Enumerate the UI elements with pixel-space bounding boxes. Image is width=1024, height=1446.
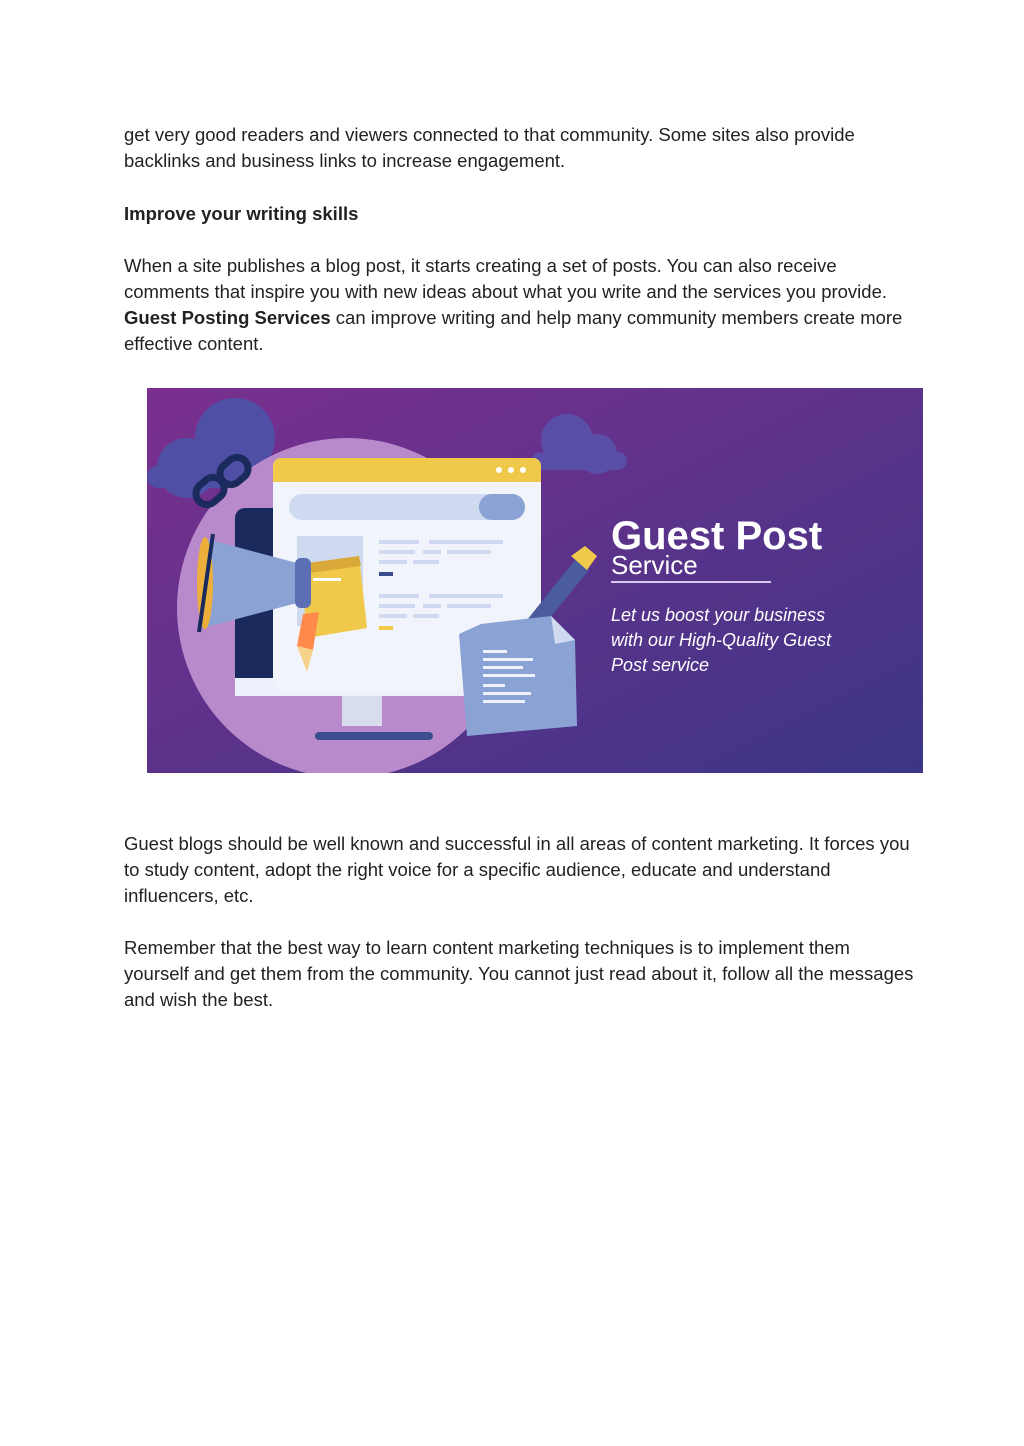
paragraph-1-start: When a site publishes a blog post, it starts creating a set of posts. You can also receive comments that inspire you with new ideas about what you write and the services you provide. (124, 255, 888, 302)
banner-tagline-line-3: Post service (611, 655, 710, 675)
paragraph-1 (124, 253, 914, 357)
banner-subtitle: Service (611, 550, 698, 580)
banner-divider (611, 581, 771, 583)
guest-post-banner-image (147, 388, 923, 773)
paragraph-3: Remember that the best way to learn content marketing techniques is to implement them yourself and get them from the community. You cannot just read about it, follow all the messages and wish the best. (124, 937, 914, 1010)
paragraph-1-end: can improve writing and help many community members create more effective content. (124, 307, 903, 354)
guest-posting-services-emphasis: Guest Posting Services (124, 307, 331, 328)
paragraph-2: Guest blogs should be well known and successful in all areas of content marketing. It forces you to study content, adopt the right voice for a specific audience, educate and understand influencers, etc. (124, 833, 910, 906)
banner-tagline-line-2: with our High-Quality Guest (611, 630, 832, 650)
intro-paragraph: get very good readers and viewers connected to that community. Some sites also provide backlinks and business links to increase engagement. (124, 124, 855, 171)
banner-tagline-line-1: Let us boost your business (611, 605, 826, 625)
document-icon (459, 616, 577, 736)
banner-title: Guest Post (611, 514, 823, 558)
section-heading: Improve your writing skills (124, 203, 359, 224)
